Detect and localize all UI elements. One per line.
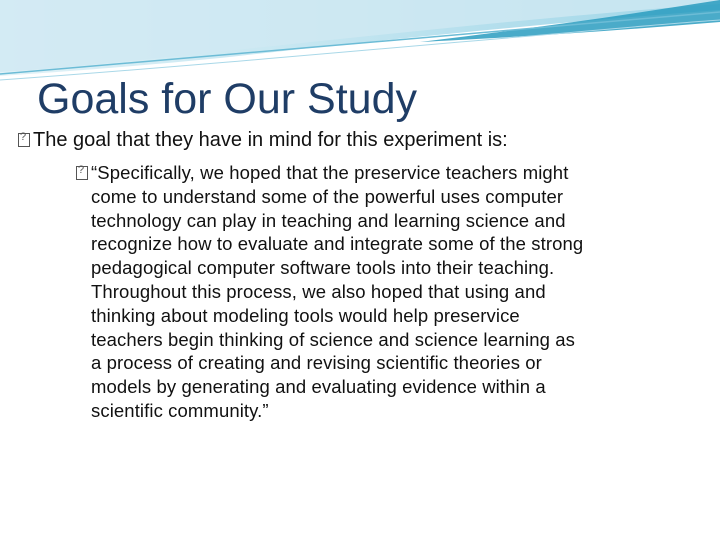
quote-line: teachers begin thinking of science and science learning as [91,328,576,350]
quote-line: technology can play in teaching and learning science and [91,209,566,231]
quote-line: “Specifically, we hoped that the preservice teachers might [91,162,569,183]
bullet-level2 [76,161,681,423]
bullet-level1 [18,128,508,152]
bullet-icon [18,133,30,147]
quote-line: models by generating and evaluating evidence within a [91,376,546,398]
quote-text [91,161,681,423]
quote-line: thinking about modeling tools would help preservice [91,304,520,326]
quote-line: come to understand some of the powerful uses computer [91,185,564,207]
quote-line: scientific community.” [91,399,269,421]
quote-line: a process of creating and revising scientific theories or [91,352,542,374]
bullet-level1-text: The goal that they have in mind for this experiment is: [33,129,508,151]
quote-line: pedagogical computer software tools into their teaching. [91,257,555,279]
quote-line: recognize how to evaluate and integrate some of the strong [91,233,584,255]
slide-title: Goals for Our Study [37,75,417,123]
quote-line: Throughout this process, we also hoped that using and [91,280,546,302]
bullet-icon [76,166,88,180]
